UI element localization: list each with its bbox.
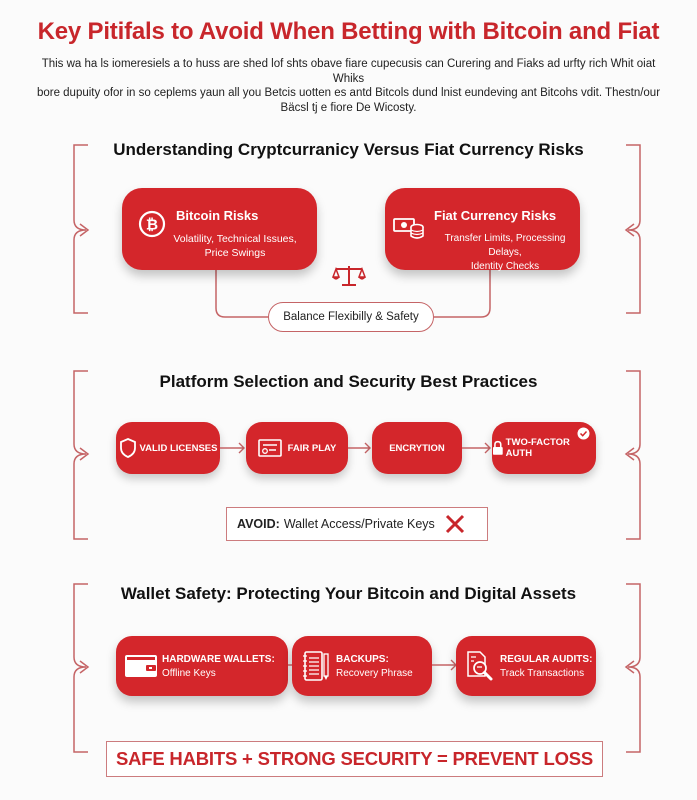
cash-coins-icon (393, 216, 425, 242)
wallet-icon (124, 653, 158, 679)
step-description: Recovery Phrase (336, 668, 413, 679)
desc-line: Price Swings (204, 247, 266, 259)
shield-icon (119, 438, 137, 458)
balance-label: Balance Flexibilly & Safety (268, 302, 434, 332)
avoid-callout (226, 507, 488, 541)
step-fair-play (246, 422, 348, 474)
step-two-factor-auth (492, 422, 596, 474)
bracket-right-section-2 (612, 370, 648, 540)
intro-paragraph (30, 57, 667, 115)
step-regular-audits (456, 636, 596, 696)
intro-line: bore dupuity ofor in so ceplems yaun all you Betcis uotten es antd Bitcols dund lnist eundeving ant Bitcohs vdit. Thestn/our (36, 87, 661, 99)
step-label: TWO-FACTOR AUTH (505, 437, 570, 459)
step-backups (292, 636, 432, 696)
card-heading: Fiat Currency Risks (434, 208, 557, 223)
arrow-right-icon (348, 442, 372, 454)
lock-icon (492, 440, 504, 456)
desc-line: Identity Checks (470, 261, 540, 272)
card-fiat-risks (385, 188, 580, 270)
section-title-risks: Understanding Cryptcurranicy Versus Fiat Currency Risks (113, 140, 584, 159)
step-description: Offline Keys (162, 668, 216, 679)
arrow-right-icon (432, 659, 458, 671)
audit-search-icon (466, 650, 496, 682)
card-description (427, 232, 583, 274)
step-label: VALID LICENSES (139, 442, 218, 454)
step-description: Track Transactions (500, 668, 585, 679)
step-heading: REGULAR AUDITS: (500, 654, 593, 665)
step-valid-licenses (116, 422, 220, 474)
bracket-right-section-3 (612, 583, 648, 753)
step-label: FAIR PLAY (287, 442, 337, 454)
svg-text:₿: ₿ (145, 216, 159, 234)
step-heading: HARDWARE WALLETS: (162, 654, 275, 665)
step-heading: BACKUPS: (336, 654, 389, 665)
notebook-icon (302, 650, 330, 682)
step-hardware-wallets (116, 636, 288, 696)
check-icon (577, 427, 590, 440)
desc-line: Transfer Limits, Processing Delays, (444, 233, 566, 258)
bracket-left-section-2 (66, 370, 102, 540)
certificate-icon (258, 439, 282, 457)
card-description (170, 232, 300, 260)
bracket-right-section-1 (612, 144, 648, 314)
card-bitcoin-risks (122, 188, 317, 270)
x-icon (445, 514, 465, 534)
intro-line: This wa ha ls iomeresiels a to huss are shed lof shts obave fiare cupecusis can Curering and Fiaks ad urfty rich Whit oiat Whiks (41, 58, 656, 85)
arrow-right-icon (462, 442, 492, 454)
avoid-label: AVOID: (237, 517, 280, 531)
bracket-left-section-1 (66, 144, 102, 314)
section-title-platform: Platform Selection and Security Best Practices (159, 372, 538, 391)
section-title-wallet: Wallet Safety: Protecting Your Bitcoin and Digital Assets (120, 584, 577, 603)
page-title: Key Pitifals to Avoid When Betting with Bitcoin and Fiat (37, 18, 660, 45)
step-label: ENCRYTION (389, 442, 445, 454)
arrow-right-icon (220, 442, 246, 454)
bitcoin-icon (138, 210, 166, 238)
desc-line: Volatility, Technical Issues, (173, 233, 297, 245)
summary-banner: SAFE HABITS + STRONG SECURITY = PREVENT LOSS (106, 741, 603, 777)
step-encryption (372, 422, 462, 474)
card-heading: Bitcoin Risks (176, 208, 259, 223)
avoid-text: Wallet Access/Private Keys (283, 517, 435, 531)
bracket-left-section-3 (66, 583, 102, 753)
scales-icon (332, 265, 366, 287)
intro-line: Bäcsl tj e fiore De Wicosty. (280, 101, 417, 114)
